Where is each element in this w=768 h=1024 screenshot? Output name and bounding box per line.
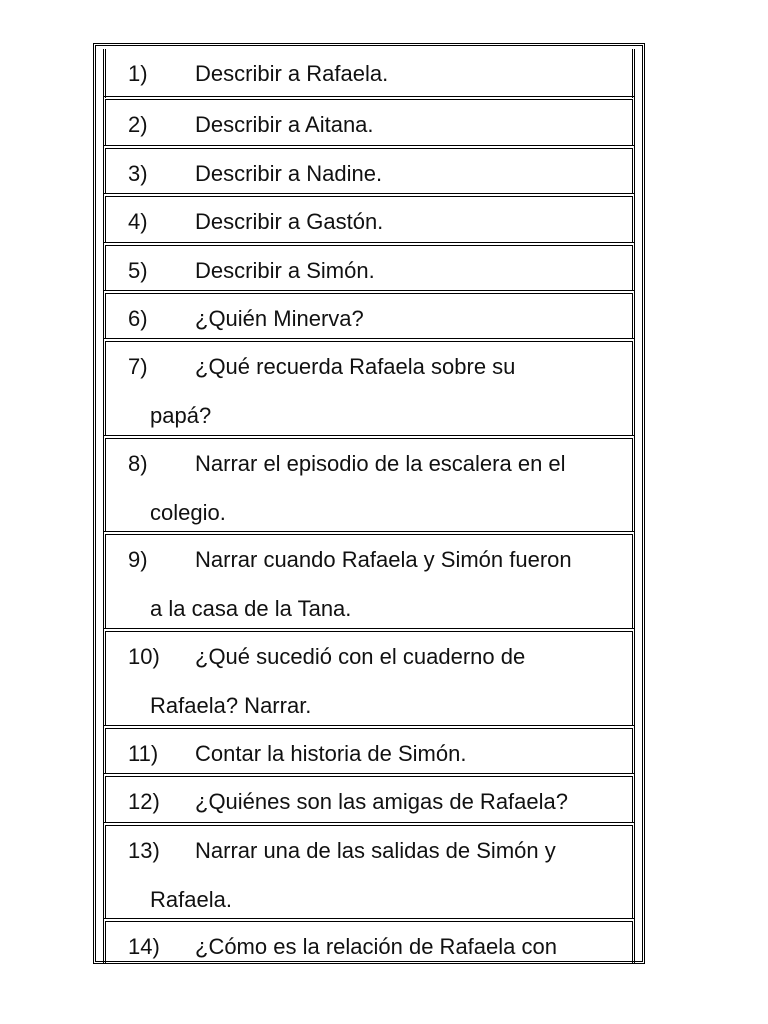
question-row-4 — [103, 193, 635, 242]
question-number: 4) — [128, 209, 148, 234]
question-text: Narrar el episodio de la escalera en el — [195, 451, 566, 476]
questions-table — [93, 43, 645, 964]
question-number: 13) — [128, 838, 160, 863]
question-number: 2) — [128, 112, 148, 137]
question-row-3 — [103, 145, 635, 193]
question-text: ¿Qué sucedió con el cuaderno de — [195, 644, 526, 669]
question-text-continuation: a la casa de la Tana. — [150, 596, 352, 621]
question-text: Describir a Aitana. — [195, 112, 374, 137]
question-number: 10) — [128, 644, 160, 669]
question-number: 12) — [128, 789, 160, 814]
question-text: Describir a Simón. — [195, 258, 375, 283]
question-row-6 — [103, 290, 635, 338]
question-row-7 — [103, 338, 635, 435]
question-row-2 — [103, 96, 635, 145]
question-number: 8) — [128, 451, 148, 476]
question-text: Narrar cuando Rafaela y Simón fueron — [195, 547, 572, 572]
question-row-5 — [103, 242, 635, 290]
question-row-14 — [103, 918, 635, 964]
question-row-13 — [103, 822, 635, 918]
questions-rows — [103, 49, 635, 961]
question-row-10 — [103, 628, 635, 725]
question-number: 1) — [128, 61, 148, 86]
question-text-continuation: Rafaela. — [150, 887, 232, 912]
question-text: Contar la historia de Simón. — [195, 741, 467, 766]
question-number: 7) — [128, 354, 148, 379]
question-text-continuation: papá? — [150, 403, 212, 428]
question-text: ¿Qué recuerda Rafaela sobre su — [195, 354, 516, 379]
question-number: 11) — [128, 741, 159, 766]
question-text: Narrar una de las salidas de Simón y — [195, 838, 556, 863]
question-text: Describir a Gastón. — [195, 209, 384, 234]
question-text-continuation: Rafaela? Narrar. — [150, 693, 312, 718]
question-text-continuation: colegio. — [150, 500, 226, 525]
question-row-12 — [103, 773, 635, 822]
question-text: Describir a Nadine. — [195, 161, 383, 186]
question-number: 14) — [128, 934, 160, 959]
question-text: ¿Quién Minerva? — [195, 306, 364, 331]
question-number: 3) — [128, 161, 148, 186]
question-row-1 — [103, 49, 635, 98]
question-text: ¿Quiénes son las amigas de Rafaela? — [195, 789, 568, 814]
question-row-8 — [103, 435, 635, 531]
question-row-9 — [103, 531, 635, 628]
question-row-11 — [103, 725, 635, 773]
question-text: ¿Cómo es la relación de Rafaela con — [195, 934, 557, 959]
question-number: 9) — [128, 547, 148, 572]
question-text: Describir a Rafaela. — [195, 61, 389, 86]
question-number: 5) — [128, 258, 148, 283]
question-number: 6) — [128, 306, 148, 331]
